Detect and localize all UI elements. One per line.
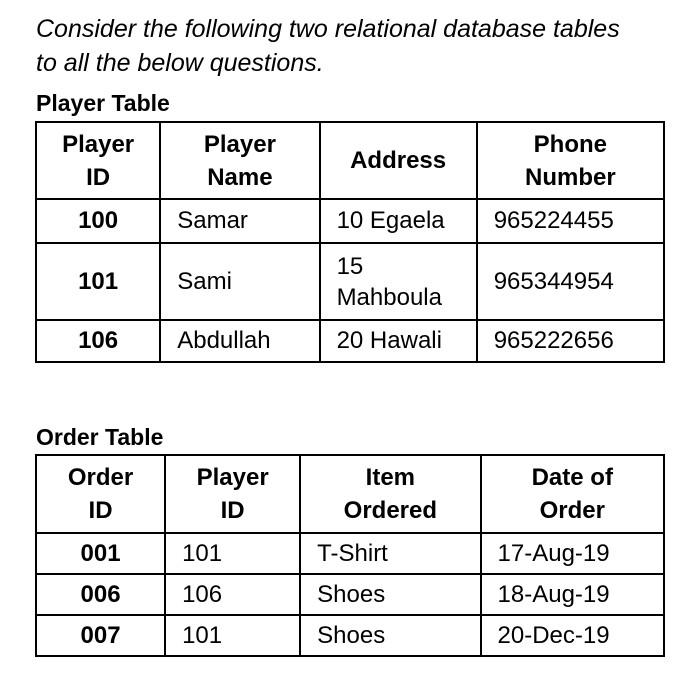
header-player-id: Player ID (36, 122, 160, 199)
order-player-id-cell: 101 (165, 533, 300, 574)
address-cell: 10 Egaela (320, 199, 477, 243)
item-ordered-cell: Shoes (300, 574, 480, 615)
player-id-cell: 100 (36, 199, 160, 243)
player-id-cell: 106 (36, 320, 160, 362)
order-table (35, 454, 665, 657)
order-player-id-cell: 101 (165, 615, 300, 656)
order-id-cell: 006 (36, 574, 165, 615)
phone-cell: 965344954 (477, 243, 664, 320)
player-table-header-row (36, 122, 664, 199)
order-id-cell: 001 (36, 533, 165, 574)
table-row (36, 533, 664, 574)
table-row (36, 243, 664, 320)
header-item-ordered: Item Ordered (300, 455, 480, 533)
player-id-cell: 101 (36, 243, 160, 320)
player-table-title: Player Table (36, 90, 170, 116)
intro-text (36, 12, 686, 80)
phone-cell: 965224455 (477, 199, 664, 243)
header-date-of-order: Date of Order (481, 455, 664, 533)
table-row (36, 320, 664, 362)
order-date-cell: 18-Aug-19 (481, 574, 664, 615)
player-name-cell: Sami (160, 243, 319, 320)
item-ordered-cell: Shoes (300, 615, 480, 656)
intro-line-1: Consider the following two relational database tables (36, 15, 620, 43)
table-row (36, 574, 664, 615)
order-date-cell: 17-Aug-19 (481, 533, 664, 574)
order-player-id-cell: 106 (165, 574, 300, 615)
player-name-cell: Abdullah (160, 320, 319, 362)
address-cell: 20 Hawali (320, 320, 477, 362)
table-row (36, 199, 664, 243)
header-order-id: Order ID (36, 455, 165, 533)
header-player-name: Player Name (160, 122, 319, 199)
phone-cell: 965222656 (477, 320, 664, 362)
header-phone-number: Phone Number (477, 122, 664, 199)
table-row (36, 615, 664, 656)
player-name-cell: Samar (160, 199, 319, 243)
order-id-cell: 007 (36, 615, 165, 656)
order-date-cell: 20-Dec-19 (481, 615, 664, 656)
order-table-title: Order Table (36, 424, 164, 450)
intro-line-2: to all the below questions. (36, 49, 324, 77)
header-player-id: Player ID (165, 455, 300, 533)
address-cell: 15 Mahboula (320, 243, 477, 320)
header-address: Address (320, 122, 477, 199)
item-ordered-cell: T-Shirt (300, 533, 480, 574)
order-table-header-row (36, 455, 664, 533)
player-table (35, 121, 665, 363)
